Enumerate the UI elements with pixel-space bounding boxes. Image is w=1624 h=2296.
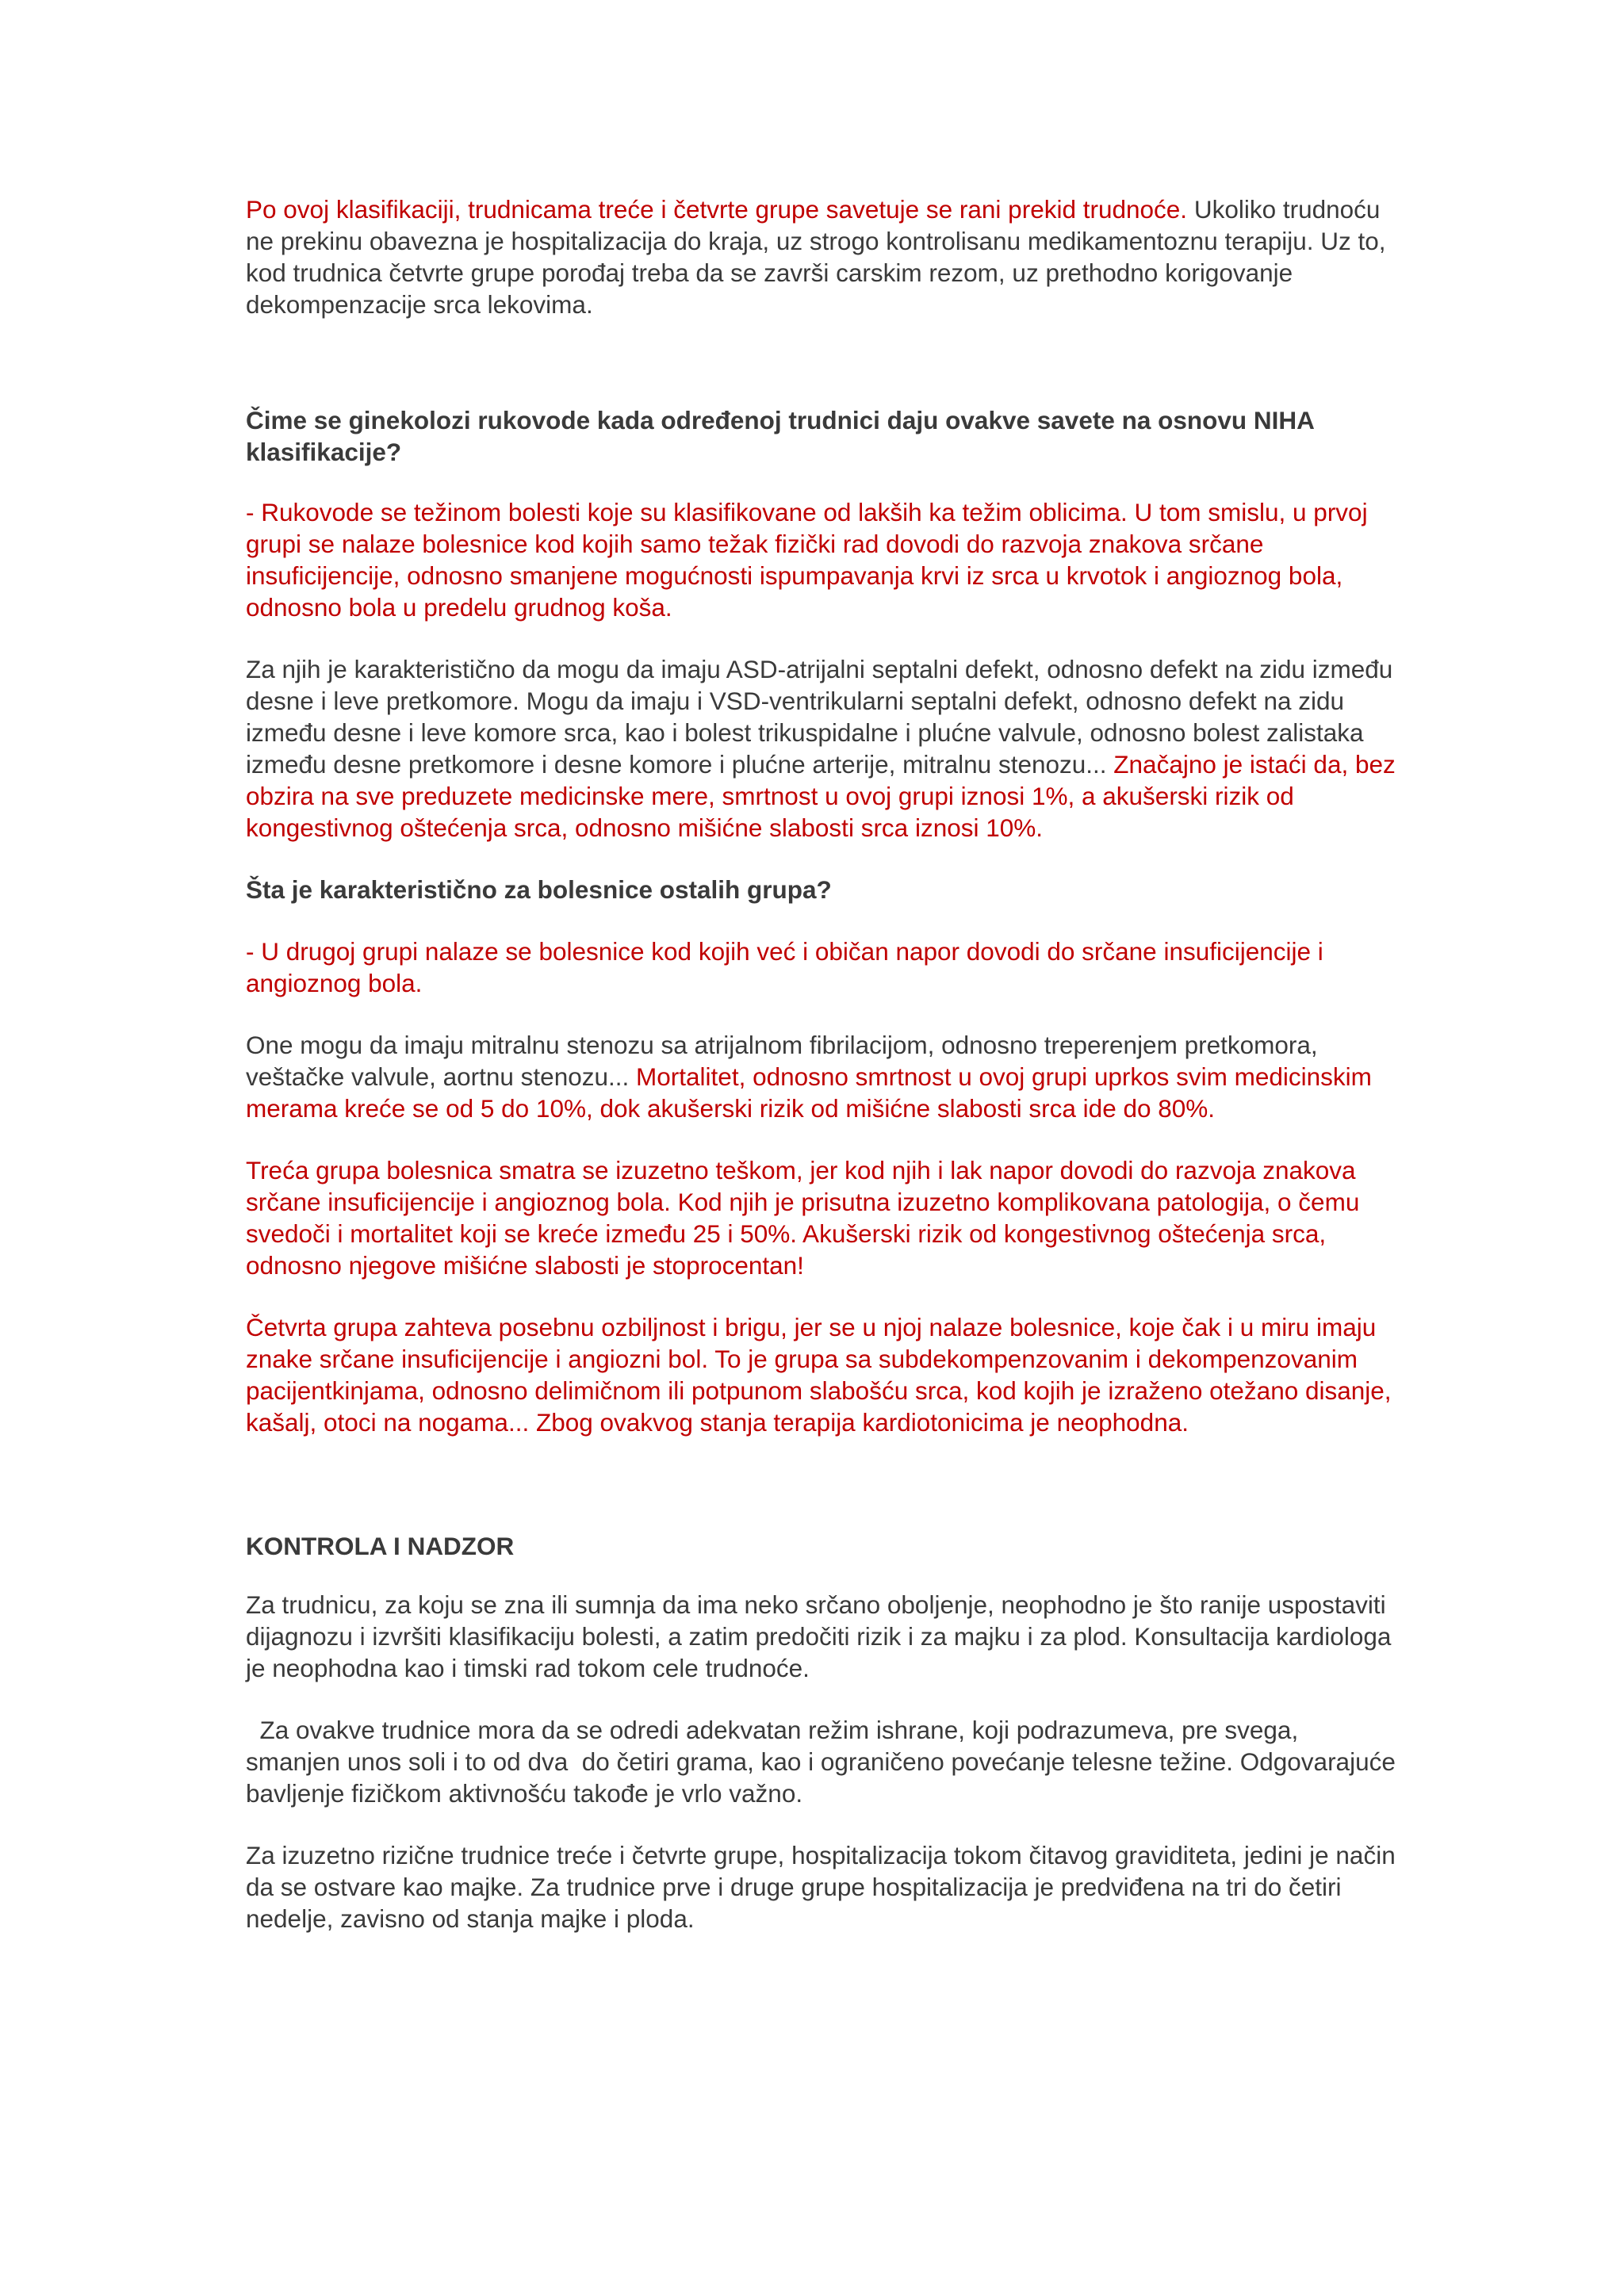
question-heading-niha: Čime se ginekolozi rukovode kada određenoj trudnici daju ovakve savete na osnovu NIHA klasifikacije? — [246, 406, 1314, 466]
answer-paragraph-first-group: - Rukovode se težinom bolesti koje su klasifikovane od lakših ka težim oblicima. U tom smislu, u prvoj grupi se nalaze bolesnice kod kojih samo težak fizički rad dovodi do razvoja znakova srčane insuficijencije, odnosno smanjene mogućnosti ispumpavanja krvi iz srca u krvotok i angioznog bola, odnosno bola u predelu grudnog koša. — [246, 498, 1368, 622]
paragraph-fourth-group: Četvrta grupa zahteva posebnu ozbiljnost i brigu, jer se u njoj nalaze bolesnice, koje čak i u miru imaju znake srčane insuficijencije i angiozni bol. To je grupa sa subdekompenzovanim i dekompenzovanim pacijentkinjama, odnosno delimičnom ili potpunom slabošću srca, kod kojih je izraženo otežano disanje, kašalj, otoci na nogama... Zbog ovakvog stanja terapija kardiotonicima je neophodna. — [246, 1313, 1392, 1437]
paragraph-diet: Za ovakve trudnice mora da se odredi adekvatan režim ishrane, koji podrazumeva, pre svega, smanjen unos soli i to od dva do četiri grama, kao i ograničeno povećanje telesne težine. Odgovarajuće bavljenje fizičkom aktivnošću takođe je vrlo važno. — [246, 1716, 1403, 1808]
paragraph-hospitalization: Za izuzetno rizične trudnice treće i četvrte grupe, hospitalizacija tokom čitavog graviditeta, jedini je način da se ostvare kao majke. Za trudnice prve i druge grupe hospitalizacija je predviđena na tri do četiri nedelje, zavisno od stanja majke i ploda. — [246, 1841, 1396, 1933]
paragraph-third-group: Treća grupa bolesnica smatra se izuzetno teškom, jer kod njih i lak napor dovodi do razvoja znakova srčane insuficijencije i angioznog bola. Kod njih je prisutna izuzetno komplikovana patologija, o čemu svedoči i mortalitet koji se kreće između 25 i 50%. Akušerski rizik od kongestivnog oštećenja srca, odnosno njegove mišićne slabosti je stoprocentan! — [246, 1156, 1360, 1280]
body-text: Ukoliko trudnoću ne prekinu obavezna je hospitalizacija do kraja, uz strogo kontrolisanu medikamentoznu terapiju. Uz to, kod trudnica četvrte grupe porođaj treba da se završi carskim rezom, uz prethodno korigovanje dekompenzacije srca lekovima. — [246, 195, 1386, 319]
paragraph-recommendation — [246, 193, 1396, 320]
highlighted-text: Značajno je istaći da, bez obzira na sve preduzete medicinske mere, smrtnost u ovoj grupi iznosi 1%, a akušerski rizik od kongestivnog oštećenja srca, odnosno mišićne slabosti srca iznosi 10%. — [246, 750, 1396, 842]
highlighted-text: Mortalitet, odnosno smrtnost u ovoj grupi uprkos svim medicinskim merama kreće se od 5 do 10%, dok akušerski rizik od mišićne slabosti srca ide do 80%. — [246, 1062, 1372, 1123]
paragraph-first-group-details — [246, 653, 1396, 844]
answer-paragraph-second-group: - U drugoj grupi nalaze se bolesnice kod kojih već i običan napor dovodi do srčane insuficijencije i angioznog bola. — [246, 937, 1323, 997]
paragraph-second-group-details — [246, 1029, 1396, 1124]
document-body — [246, 193, 1403, 1934]
section-heading-kontrola: KONTROLA I NADZOR — [246, 1532, 515, 1560]
body-text: One mogu da imaju mitralnu stenozu sa atrijalnom fibrilacijom, odnosno treperenjem pretkomora, veštačke valvule, aortnu stenozu... — [246, 1031, 1318, 1091]
body-text: Za njih je karakteristično da mogu da imaju ASD-atrijalni septalni defekt, odnosno defekt na zidu između desne i leve pretkomore. Mogu da imaju i VSD-ventrikularni septalni defekt, odnosno defekt na zidu između desne i leve komore srca, kao i bolest trikuspidalne i plućne valvule, odnosno bolest zalistaka između desne pretkomore i desne komore i plućne arterije, mitralnu stenozu... — [246, 655, 1393, 779]
highlighted-text: Po ovoj klasifikaciji, trudnicama treće i četvrte grupe savetuje se rani prekid trudnoće. — [246, 195, 1188, 224]
paragraph-diagnosis: Za trudnicu, za koju se zna ili sumnja da ima neko srčano oboljenje, neophodno je što ranije uspostaviti dijagnozu i izvršiti klasifikaciju bolesti, a zatim predočiti rizik i za majku i za plod. Konsultacija kardiologa je neophodna kao i timski rad tokom cele trudnoće. — [246, 1590, 1392, 1682]
question-heading-other-groups: Šta je karakteristično za bolesnice ostalih grupa? — [246, 875, 832, 904]
